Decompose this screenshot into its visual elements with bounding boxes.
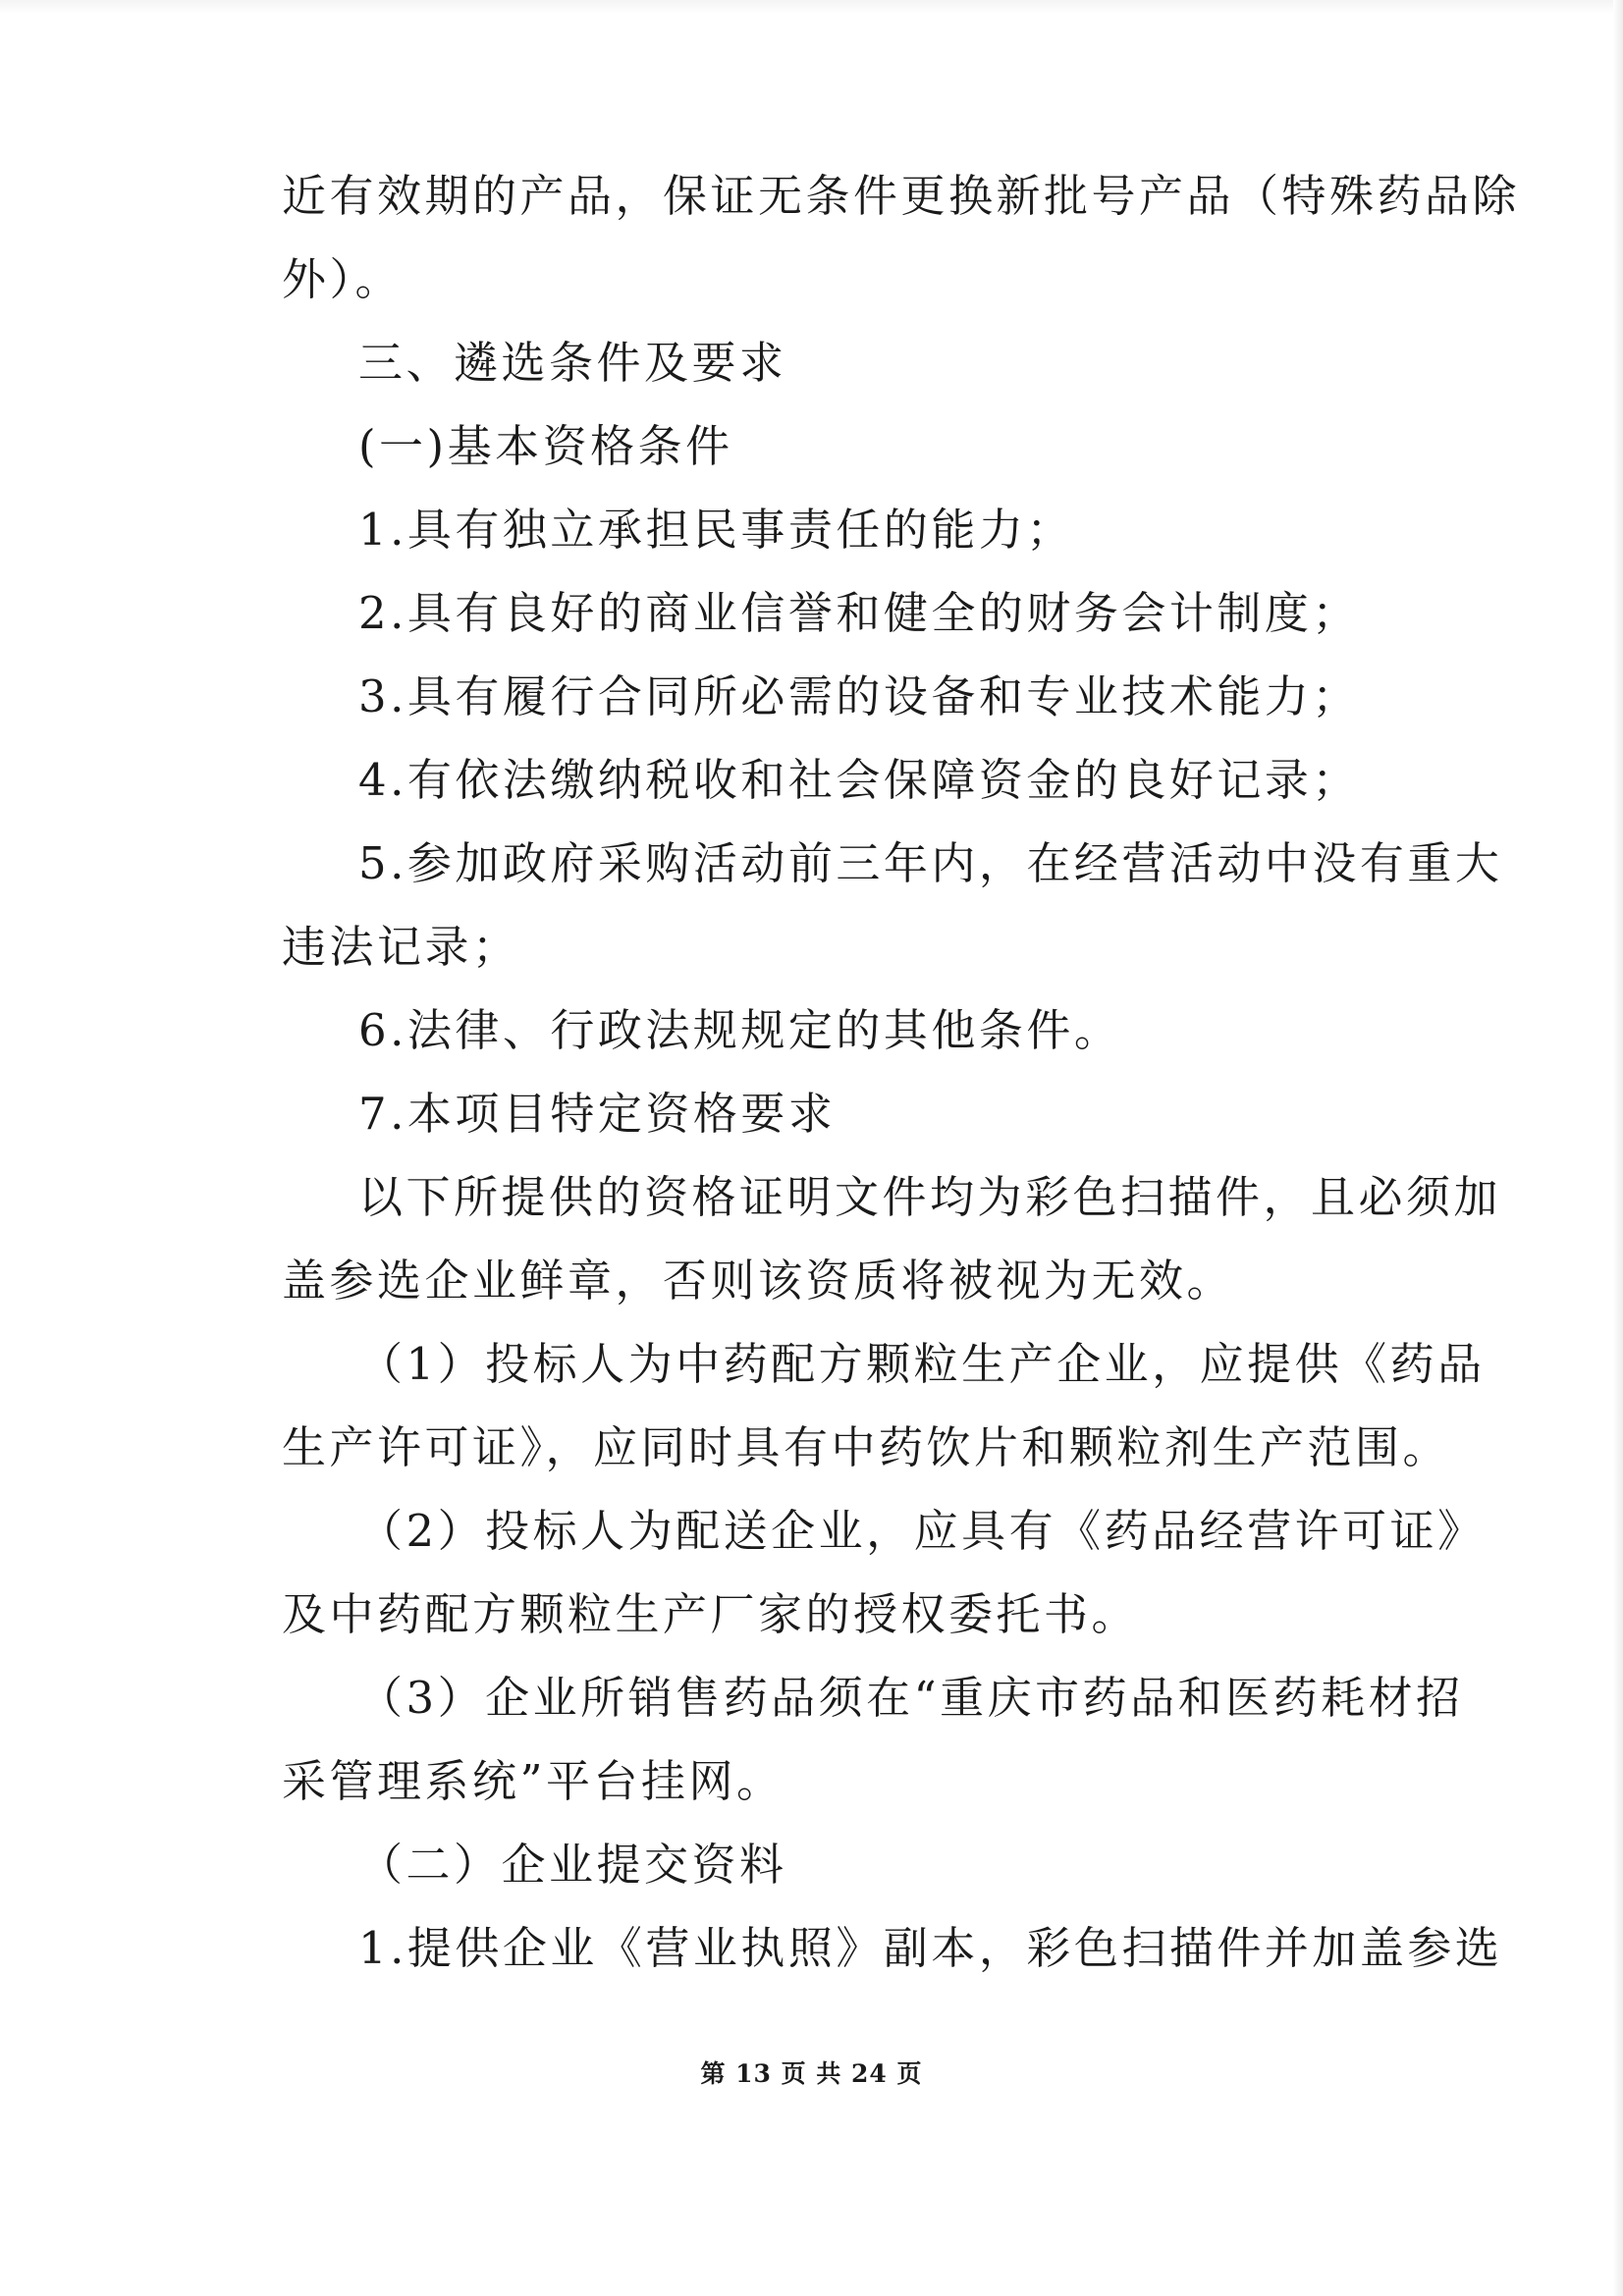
paragraph-line: 盖参选企业鲜章，否则该资质将被视为无效。 xyxy=(282,1255,1235,1307)
list-item: 1.提供企业《营业执照》副本，彩色扫描件并加盖参选 xyxy=(358,1922,1503,1974)
paragraph-line: 外）。 xyxy=(282,253,404,305)
page-edge-shadow xyxy=(1613,0,1623,2296)
list-item: （2）投标人为配送企业，应具有《药品经营许可证》 xyxy=(358,1505,1486,1557)
paragraph-line: 违法记录； xyxy=(282,921,520,973)
subsection-heading: (一)基本资格条件 xyxy=(358,420,733,472)
list-item: （3）企业所销售药品须在“重庆市药品和医药耗材招 xyxy=(358,1672,1464,1724)
paragraph-line: 以下所提供的资格证明文件均为彩色扫描件，且必须加 xyxy=(358,1171,1502,1223)
list-item: （1）投标人为中药配方颗粒生产企业，应提供《药品 xyxy=(358,1338,1486,1390)
list-item: 5.参加政府采购活动前三年内，在经营活动中没有重大 xyxy=(358,837,1503,889)
list-item: 3.具有履行合同所必需的设备和专业技术能力； xyxy=(358,670,1360,722)
list-item: 4.有依法缴纳税收和社会保障资金的良好记录； xyxy=(358,754,1360,806)
list-item: 6.法律、行政法规规定的其他条件。 xyxy=(358,1004,1122,1056)
subsection-heading: （二）企业提交资料 xyxy=(358,1839,787,1891)
paragraph-line: 采管理系统”平台挂网。 xyxy=(282,1755,784,1807)
paragraph-line: 及中药配方颗粒生产厂家的授权委托书。 xyxy=(282,1588,1140,1640)
list-item: 2.具有良好的商业信誉和健全的财务会计制度； xyxy=(358,587,1360,639)
section-heading: 三、遴选条件及要求 xyxy=(358,337,787,389)
list-item: 7.本项目特定资格要求 xyxy=(358,1088,837,1140)
page-number-footer: 第 13 页 共 24 页 xyxy=(700,2059,923,2088)
list-item: 1.具有独立承担民事责任的能力； xyxy=(358,504,1074,556)
paragraph-line: 生产许可证》，应同时具有中药饮片和颗粒剂生产范围。 xyxy=(282,1421,1451,1473)
paragraph-line: 近有效期的产品，保证无条件更换新批号产品（特殊药品除 xyxy=(282,170,1521,222)
